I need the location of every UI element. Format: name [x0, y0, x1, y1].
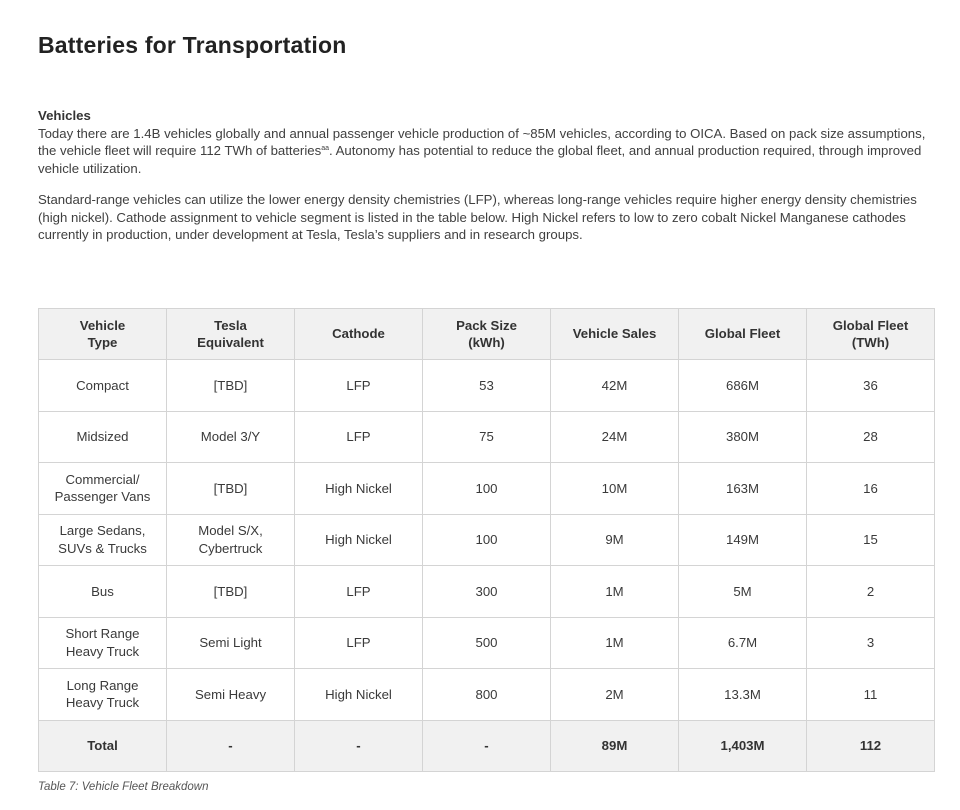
total-cell: -: [167, 720, 295, 771]
table-body: [39, 360, 935, 721]
intro-text-continued: . Autonomy has potential to reduce the global fleet, and annual production required, through improved vehicle utilization.: [38, 143, 922, 176]
table-row: [39, 617, 935, 669]
column-header: Vehicle Sales: [551, 309, 679, 360]
table-cell: Long Range Heavy Truck: [39, 669, 167, 721]
table-cell: Commercial/ Passenger Vans: [39, 463, 167, 515]
column-header: Vehicle Type: [39, 309, 167, 360]
table-row: [39, 669, 935, 721]
table-cell: 24M: [551, 411, 679, 463]
total-cell: Total: [39, 720, 167, 771]
table-cell: Short Range Heavy Truck: [39, 617, 167, 669]
vehicles-section: [38, 107, 938, 244]
table-cell: [TBD]: [167, 360, 295, 412]
column-header: Global Fleet (TWh): [807, 309, 935, 360]
total-cell: 1,403M: [679, 720, 807, 771]
table-cell: High Nickel: [295, 514, 423, 566]
table-cell: 11: [807, 669, 935, 721]
table-cell: LFP: [295, 617, 423, 669]
table-cell: 1M: [551, 566, 679, 618]
intro-text: Today there are 1.4B vehicles globally and annual passenger vehicle production of ~85M vehicles, according to OICA. Based on pack size assumptions, the vehicle fleet will require 112 TWh of batteries: [38, 125, 926, 158]
intro-paragraph: [38, 125, 938, 178]
table-cell: 75: [423, 411, 551, 463]
column-header: Global Fleet: [679, 309, 807, 360]
table-cell: LFP: [295, 411, 423, 463]
table-row: [39, 360, 935, 412]
table-cell: Compact: [39, 360, 167, 412]
table-cell: 1M: [551, 617, 679, 669]
table-cell: 3: [807, 617, 935, 669]
footnote-ref[interactable]: aa: [321, 145, 329, 152]
table-cell: 100: [423, 514, 551, 566]
table-cell: 163M: [679, 463, 807, 515]
table-cell: [TBD]: [167, 566, 295, 618]
table-cell: 149M: [679, 514, 807, 566]
table-cell: 9M: [551, 514, 679, 566]
table-cell: 10M: [551, 463, 679, 515]
table-cell: 686M: [679, 360, 807, 412]
total-cell: 89M: [551, 720, 679, 771]
column-header: Cathode: [295, 309, 423, 360]
total-cell: -: [423, 720, 551, 771]
chemistry-paragraph: Standard-range vehicles can utilize the lower energy density chemistries (LFP), whereas long-range vehicles require higher energy density chemistries (high nickel). Cathode assignment to vehicle segment is listed in the table below. High Nickel refers to low to zero cobalt Nickel Manganese cathodes currently in production, under development at Tesla, Tesla’s suppliers and in research groups.: [38, 192, 917, 242]
table-cell: 500: [423, 617, 551, 669]
table-caption: Table 7: Vehicle Fleet Breakdown: [38, 781, 209, 793]
column-header: Tesla Equivalent: [167, 309, 295, 360]
table-cell: 53: [423, 360, 551, 412]
column-header: Pack Size (kWh): [423, 309, 551, 360]
page-title: Batteries for Transportation: [38, 32, 347, 58]
table-cell: 15: [807, 514, 935, 566]
table-cell: Midsized: [39, 411, 167, 463]
table-cell: High Nickel: [295, 669, 423, 721]
table-cell: 6.7M: [679, 617, 807, 669]
total-cell: 112: [807, 720, 935, 771]
table-cell: 300: [423, 566, 551, 618]
table-header-row: [39, 309, 935, 360]
table-row: [39, 463, 935, 515]
vehicle-fleet-table: [38, 308, 935, 772]
table-cell: 800: [423, 669, 551, 721]
table-cell: Semi Light: [167, 617, 295, 669]
table-cell: LFP: [295, 360, 423, 412]
table-cell: 13.3M: [679, 669, 807, 721]
section-heading: Vehicles: [38, 108, 91, 123]
table-cell: 16: [807, 463, 935, 515]
table-cell: Model 3/Y: [167, 411, 295, 463]
table-cell: 42M: [551, 360, 679, 412]
table-cell: Model S/X, Cybertruck: [167, 514, 295, 566]
total-cell: -: [295, 720, 423, 771]
total-row: [39, 720, 935, 771]
table-cell: 5M: [679, 566, 807, 618]
table-row: [39, 566, 935, 618]
table-cell: 2M: [551, 669, 679, 721]
table-cell: [TBD]: [167, 463, 295, 515]
table-cell: 36: [807, 360, 935, 412]
table-cell: LFP: [295, 566, 423, 618]
table-cell: 2: [807, 566, 935, 618]
table-row: [39, 514, 935, 566]
table-cell: Bus: [39, 566, 167, 618]
table-cell: 100: [423, 463, 551, 515]
table-cell: Semi Heavy: [167, 669, 295, 721]
table-row: [39, 411, 935, 463]
table-cell: Large Sedans, SUVs & Trucks: [39, 514, 167, 566]
table-cell: 28: [807, 411, 935, 463]
table-cell: 380M: [679, 411, 807, 463]
table-cell: High Nickel: [295, 463, 423, 515]
